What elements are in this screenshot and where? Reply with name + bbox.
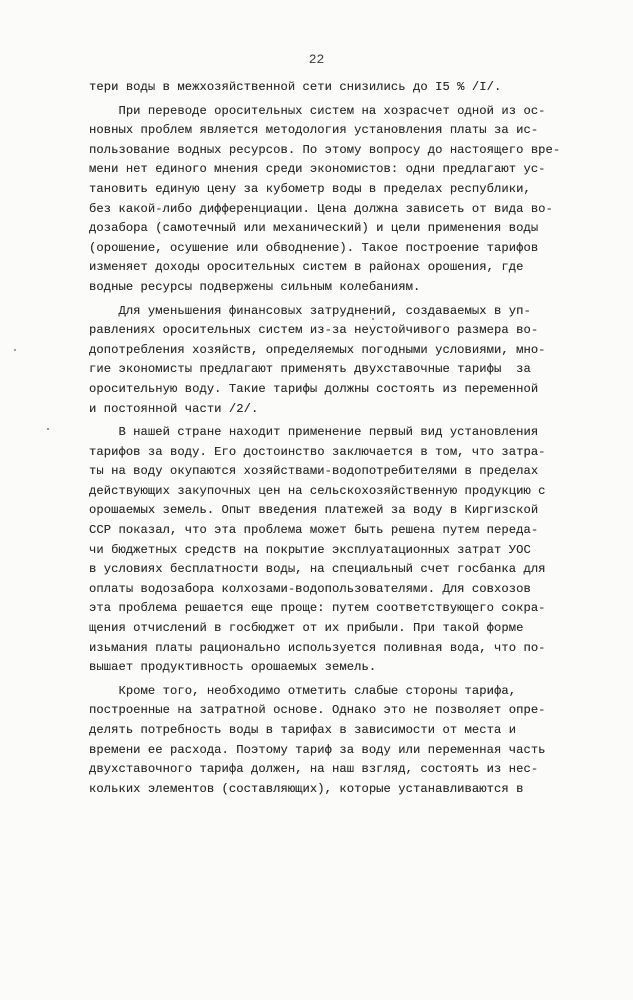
paragraph: [89, 78, 589, 98]
text-line: тери воды в межхозяйственной сети снизились до I5 % /I/.: [89, 80, 502, 94]
text-line: двухставочного тарифа должен, на наш взгляд, состоять из нес-: [89, 762, 539, 777]
scan-speck: [372, 318, 374, 320]
text-line: ССР показал, что эта проблема может быть решена путем переда-: [89, 523, 539, 538]
page-number: 22: [308, 52, 325, 67]
text-line: Кроме того, необходимо отметить слабые стороны тарифа,: [89, 683, 517, 698]
scan-speck: [47, 428, 49, 430]
text-line: гие экономисты предлагают применять двухставочные тарифы за: [89, 362, 531, 377]
text-line: дозабора (самотечный или механический) и цели применения воды: [89, 221, 539, 236]
text-line: и постоянной части /2/.: [89, 401, 259, 416]
text-line: допотребления хозяйств, определяемых погодными условиями, мно-: [89, 342, 546, 357]
paragraph: [89, 102, 589, 298]
text-line: оросительную воду. Такие тарифы должны состоять из переменной: [89, 381, 539, 396]
paragraph: [89, 423, 589, 678]
text-line: равлениях оросительных систем из-за неустойчивого размера во-: [89, 323, 539, 338]
paragraph: [89, 302, 589, 420]
text-line: В нашей стране находит применение первый вид установления: [89, 425, 539, 440]
text-line: построенные на затратной основе. Однако это не позволяет опре-: [89, 703, 546, 718]
text-line: мени нет единого мнения среди экономистов: одни предлагают ус-: [89, 162, 546, 177]
text-line: орошаемых земель. Опыт введения платежей за воду в Киргизской: [89, 503, 539, 518]
text-line: тановить единую цену за кубометр воды в пределах республики,: [89, 181, 531, 196]
text-line: эта проблема решается еще проще: путем соответствующего сокра-: [89, 601, 546, 616]
text-line: без какой-либо дифференциации. Цена должна зависеть от вида во-: [89, 201, 553, 216]
text-line: новных проблем является методология установления платы за ис-: [89, 123, 539, 138]
paragraph: [89, 682, 589, 800]
text-line: кольких элементов (составляющих), которые устанавливаются в: [89, 781, 524, 796]
text-line: При переводе оросительных систем на хозрасчет одной из ос-: [89, 103, 546, 118]
text-line: вышает продуктивность орошаемых земель.: [89, 660, 377, 675]
text-line: в условиях бесплатности воды, на специальный счет госбанка для: [89, 562, 546, 577]
text-line: изьмания платы рационально используется поливная вода, что по-: [89, 640, 546, 655]
text-line: времени ее расхода. Поэтому тариф за воду или переменная часть: [89, 742, 546, 757]
text-line: водные ресурсы подвержены сильным колебаниям.: [89, 279, 421, 294]
text-line: действующих закупочных цен на сельскохозяйственную продукцию с: [89, 483, 546, 498]
text-line: изменяет доходы оросительных систем в районах орошения, где: [89, 260, 524, 275]
text-line: тарифов за воду. Его достоинство заключается в том, что затра-: [89, 444, 546, 459]
text-line: чи бюджетных средств на покрытие эксплуатационных затрат УОС: [89, 542, 531, 557]
text-line: оплаты водозабора колхозами-водопользователями. Для совхозов: [89, 581, 531, 596]
text-line: пользование водных ресурсов. По этому вопросу до настоящего вре-: [89, 142, 561, 157]
scan-speck: [14, 349, 16, 351]
body-text: [89, 78, 589, 799]
text-line: ты на воду окупаются хозяйствами-водопотребителями в пределах: [89, 464, 539, 479]
text-line: делять потребность воды в тарифах в зависимости от места и: [89, 723, 517, 737]
text-line: щения отчислений в госбюджет от их прибыли. При такой форме: [89, 621, 524, 636]
text-line: (орошение, осушение или обводнение). Такое построение тарифов: [89, 240, 539, 255]
text-line: Для уменьшения финансовых затруднений, создаваемых в уп-: [89, 303, 531, 318]
